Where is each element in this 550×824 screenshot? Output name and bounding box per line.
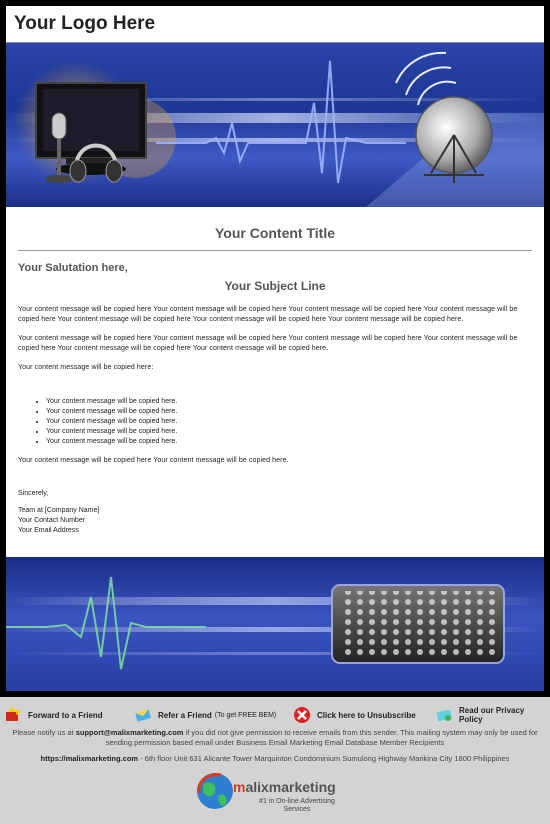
brand-tagline: #1 in On-line Advertising Services xyxy=(259,798,335,813)
content-paragraph-3: Your content message will be copied here: xyxy=(18,364,154,371)
globe-icon xyxy=(195,771,235,811)
support-email-link[interactable]: support@malixmarketing.com xyxy=(75,728,184,737)
permission-notice xyxy=(0,728,550,748)
signature-contact: Your Contact Number xyxy=(18,517,86,524)
signature-email: Your Email Address xyxy=(18,527,79,534)
content-paragraph-2: Your content message will be copied here Your content message will be copied here Your content message will be copied here Your content message will be copied here Your content message will be copied here Your content message will be copied here. xyxy=(18,335,518,352)
brand-name xyxy=(233,779,336,795)
address-text: - 6th floor Unit 631 Alicante Tower Marquinton Condominium Sumulong Highway Marikina City 1800 Philippines xyxy=(140,754,510,763)
closing: Sincerely, xyxy=(18,490,49,497)
footer-links xyxy=(0,705,550,725)
forward-icon xyxy=(4,706,22,724)
title-divider xyxy=(18,250,532,251)
content-paragraph-1: Your content message will be copied here Your content message will be copied here Your content message will be copied here Your content message will be copied here Your content message will be copied here Your content message will be copied here Your content message will be copied here. xyxy=(18,306,518,323)
unsubscribe-icon xyxy=(293,706,311,724)
logo-text[interactable]: Your Logo Here xyxy=(14,13,156,34)
refer-friend-link[interactable] xyxy=(134,705,276,725)
forward-to-friend-link[interactable] xyxy=(4,705,103,725)
notice-text: if you did not give permission to receive emails from this sender. This mailing system may only be used for sending permission based email under Business Email Marketing Email Database Member Recipients xyxy=(105,728,538,747)
brand-name-rest: alixmarketing xyxy=(245,779,336,795)
content-panel xyxy=(6,207,544,557)
company-address xyxy=(0,754,550,763)
subject-line: Your Subject Line xyxy=(224,279,326,293)
list-item: • Your content message will be copied here. xyxy=(46,427,177,437)
forward-link-label: Forward to a Friend xyxy=(28,710,103,720)
banner-artwork xyxy=(6,43,544,207)
content-title: Your Content Title xyxy=(214,225,336,241)
unsubscribe-link-label: Click here to Unsubscribe xyxy=(317,710,416,720)
content-bullet-list xyxy=(28,397,177,447)
bottom-banner-image xyxy=(6,557,544,691)
email-footer xyxy=(0,697,550,824)
unsubscribe-link[interactable] xyxy=(293,705,416,725)
list-item: • Your content message will be copied here. xyxy=(46,437,177,447)
list-item: • Your content message will be copied here. xyxy=(46,417,177,427)
refer-link-note: (To get FREE BEM) xyxy=(214,711,277,719)
list-item: • Your content message will be copied here. xyxy=(46,397,177,407)
refer-link-label: Refer a Friend xyxy=(158,710,212,720)
banner-bottom-artwork xyxy=(6,557,544,691)
signature-company: Team at [Company Name] xyxy=(18,507,100,514)
content-paragraph-4: Your content message will be copied here Your content message will be copied here. xyxy=(18,457,289,464)
malix-brand-logo[interactable] xyxy=(193,769,363,819)
privacy-icon xyxy=(435,706,453,724)
list-item: • Your content message will be copied here. xyxy=(46,407,177,417)
company-url-link[interactable]: https://malixmarketing.com xyxy=(40,754,139,763)
brand-initial: m xyxy=(233,779,246,795)
notice-prefix: Please notify us at xyxy=(12,728,74,737)
top-banner-image xyxy=(6,43,544,207)
privacy-policy-link[interactable] xyxy=(435,705,550,725)
refer-icon xyxy=(134,706,152,724)
email-header xyxy=(6,6,544,43)
privacy-link-label: Read our Privacy Policy xyxy=(459,706,525,724)
salutation: Your Salutation here, xyxy=(18,262,128,274)
